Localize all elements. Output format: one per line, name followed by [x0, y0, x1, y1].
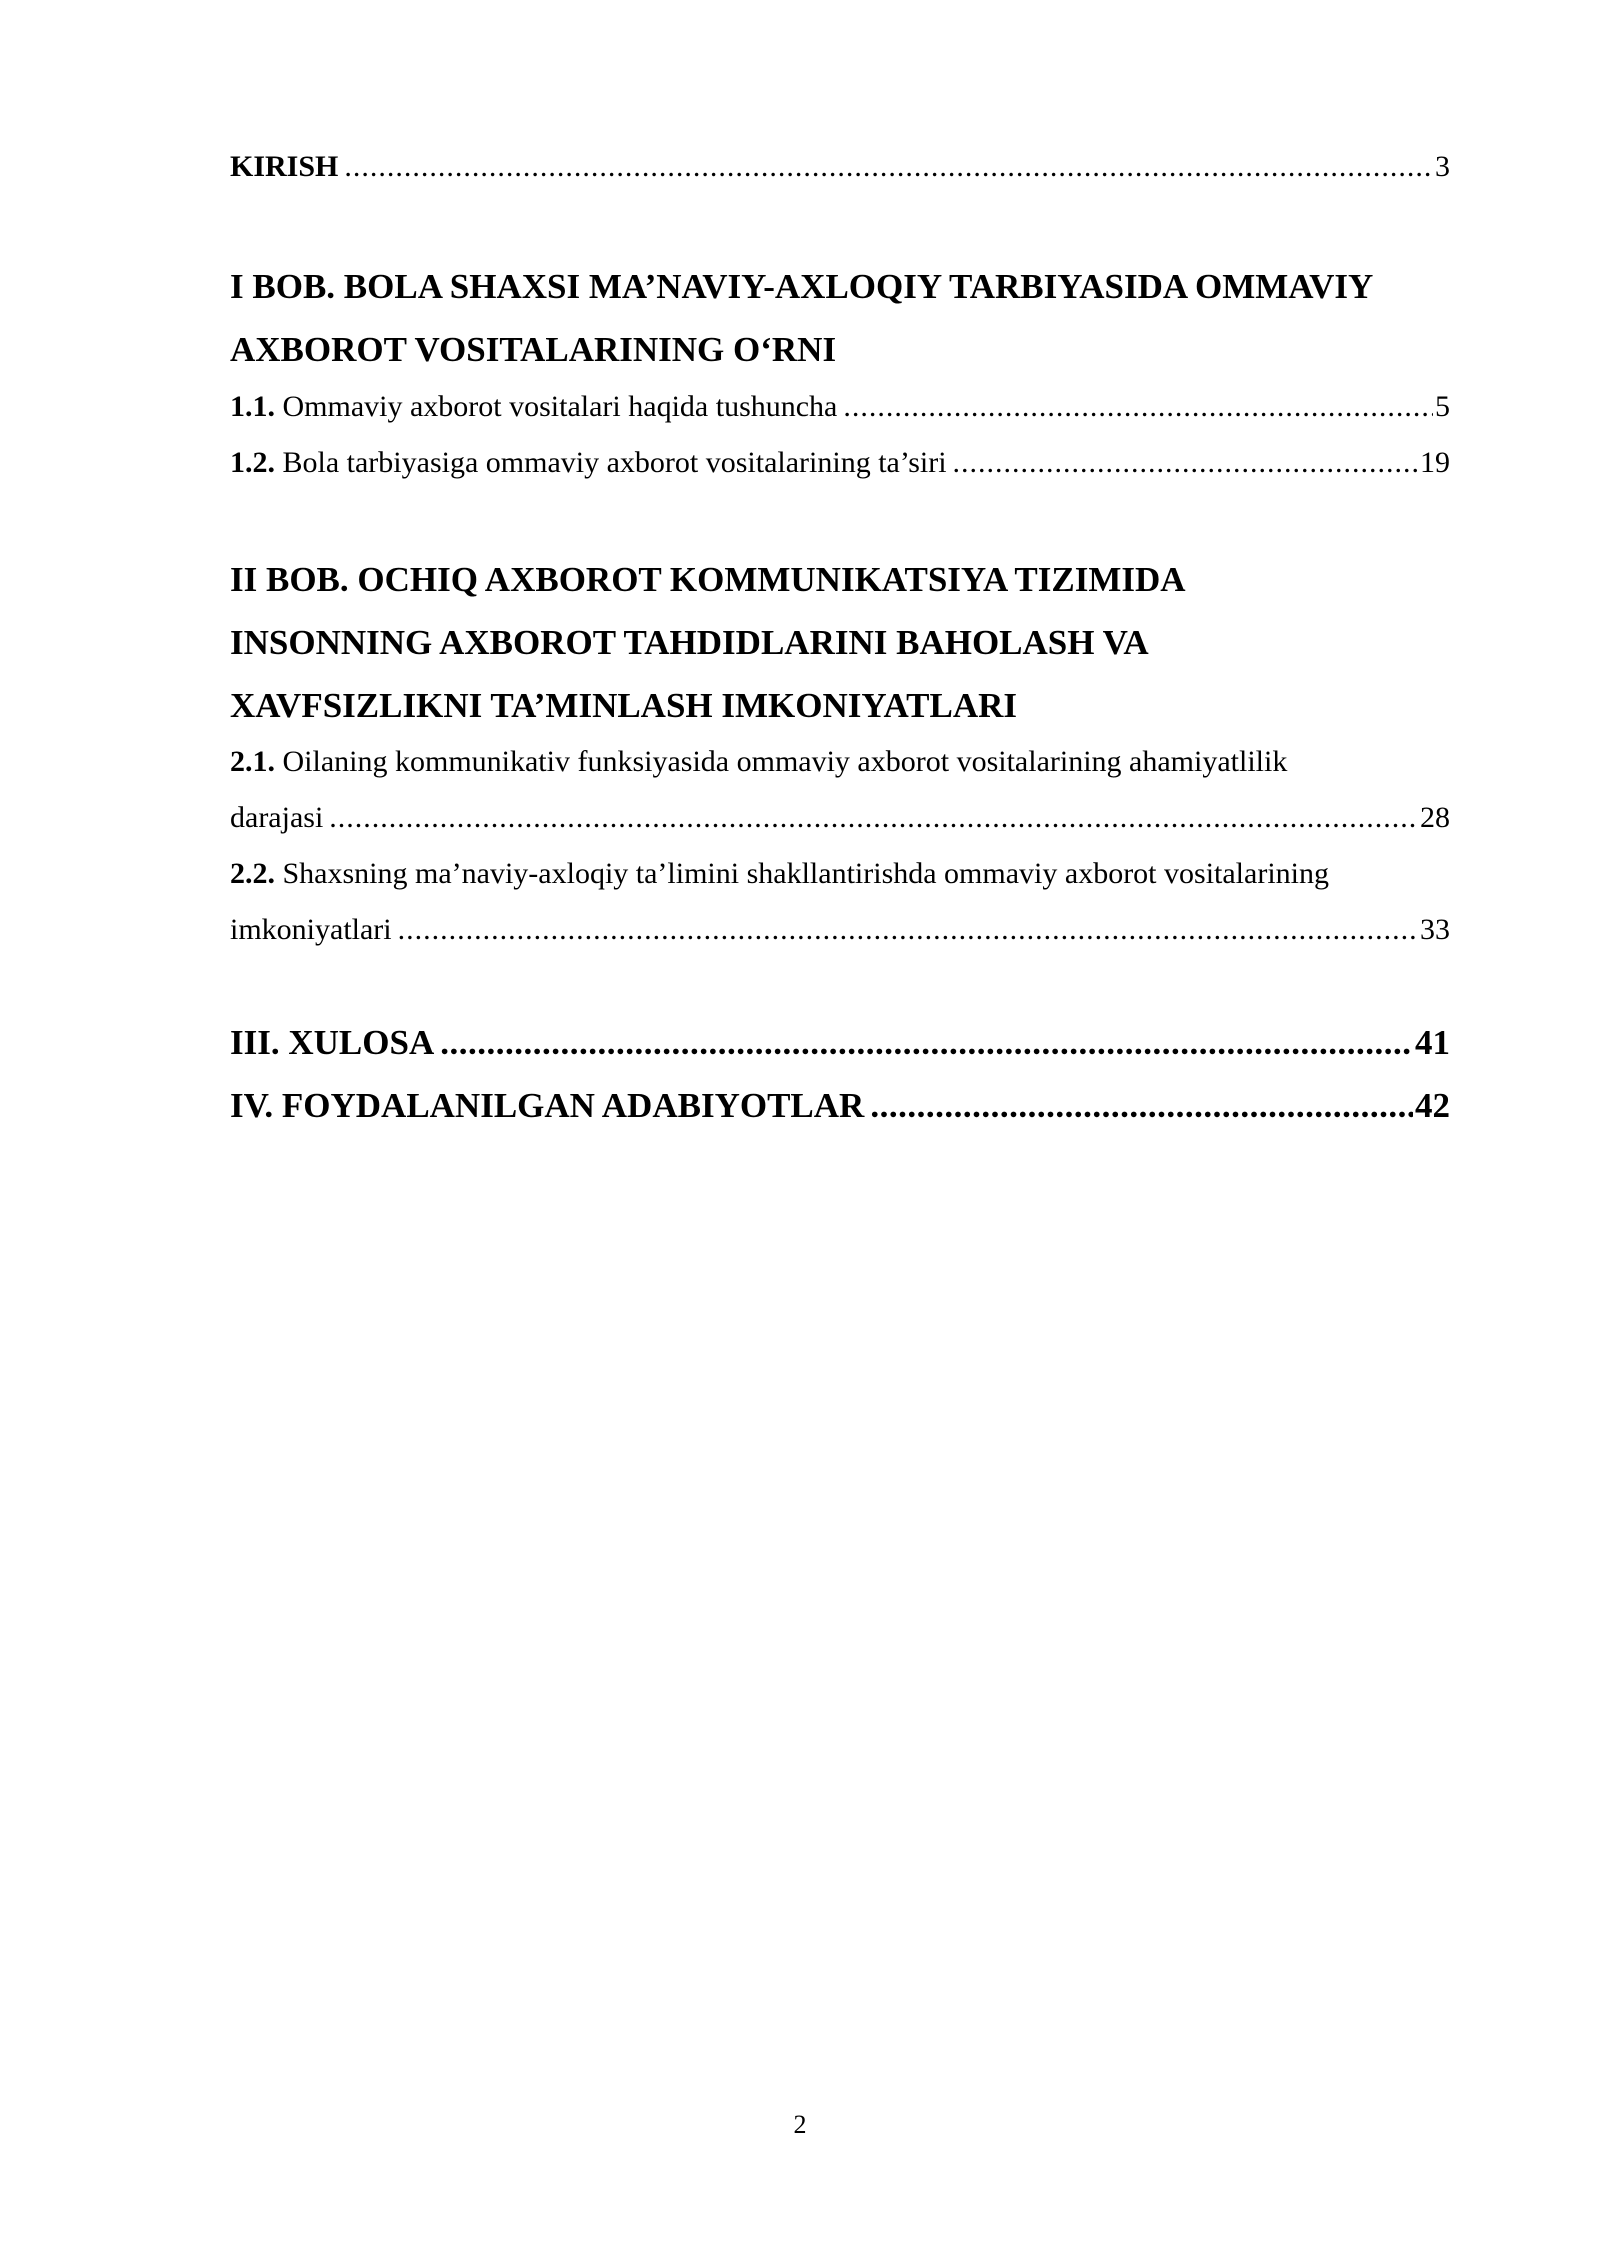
- toc-conclusion-page: 41: [1415, 1023, 1450, 1062]
- toc-entry-1-1[interactable]: [230, 390, 1450, 424]
- toc-entry-2-1-line1[interactable]: [230, 745, 1460, 779]
- chapter2-title-line3[interactable]: XAVFSIZLIKNI TA’MINLASH IMKONIYATLARI: [230, 686, 1018, 725]
- toc-references-label: IV. FOYDALANILGAN ADABIYOTLAR: [230, 1086, 865, 1125]
- section-title: Shaxsning ma’naviy-axloqiy ta’limini shakllantirishda ommaviy axborot vositalarining: [282, 857, 1329, 890]
- dot-leader: [843, 390, 1433, 424]
- section-title: Oilaning kommunikativ funksiyasida ommaviy axborot vositalarining ahamiyatlilik: [282, 745, 1288, 778]
- toc-conclusion-label: III. XULOSA: [230, 1023, 435, 1062]
- dot-leader: [953, 446, 1418, 480]
- section-number: 1.2.: [230, 446, 275, 479]
- chapter1-title-line1[interactable]: I BOB. BOLA SHAXSI MA’NAVIY-AXLOQIY TARBIYASIDA OMMAVIY: [230, 267, 1374, 306]
- chapter2-title-line1[interactable]: II BOB. OCHIQ AXBOROT KOMMUNIKATSIYA TIZIMIDA: [230, 560, 1186, 599]
- toc-entry-1-2[interactable]: [230, 446, 1450, 480]
- section-title-continued: darajasi: [230, 801, 324, 834]
- section-page: 5: [1435, 390, 1450, 423]
- toc-entry-2-1-line2[interactable]: [230, 801, 1450, 835]
- toc-entry-2-2-line1[interactable]: [230, 857, 1460, 891]
- section-number: 2.1.: [230, 745, 275, 778]
- section-title: Ommaviy axborot vositalari haqida tushuncha: [282, 390, 838, 423]
- page-number: 2: [793, 2110, 807, 2139]
- toc-entry-conclusion[interactable]: [230, 1023, 1450, 1063]
- toc-intro-label: KIRISH: [230, 150, 339, 183]
- dot-leader: [344, 150, 1433, 184]
- section-title-continued: imkoniyatlari: [230, 913, 392, 946]
- section-number: 1.1.: [230, 390, 275, 423]
- section-page: 19: [1420, 446, 1450, 479]
- toc-references-page: 42: [1415, 1086, 1450, 1125]
- chapter2-title-line2[interactable]: INSONNING AXBOROT TAHDIDLARINI BAHOLASH VA: [230, 623, 1149, 662]
- dot-leader: [398, 913, 1418, 947]
- dot-leader: [870, 1086, 1413, 1126]
- section-page: 33: [1420, 913, 1450, 946]
- toc-entry-references[interactable]: [230, 1086, 1450, 1126]
- dot-leader: [440, 1023, 1413, 1063]
- section-number: 2.2.: [230, 857, 275, 890]
- section-page: 28: [1420, 801, 1450, 834]
- chapter1-title-line2[interactable]: AXBOROT VOSITALARINING O‘RNI: [230, 330, 837, 369]
- toc-entry-2-2-line2[interactable]: [230, 913, 1450, 947]
- dot-leader: [329, 801, 1418, 835]
- toc-intro-page: 3: [1435, 150, 1450, 183]
- section-title: Bola tarbiyasiga ommaviy axborot vositalarining ta’siri: [282, 446, 947, 479]
- toc-entry-intro[interactable]: [230, 150, 1450, 184]
